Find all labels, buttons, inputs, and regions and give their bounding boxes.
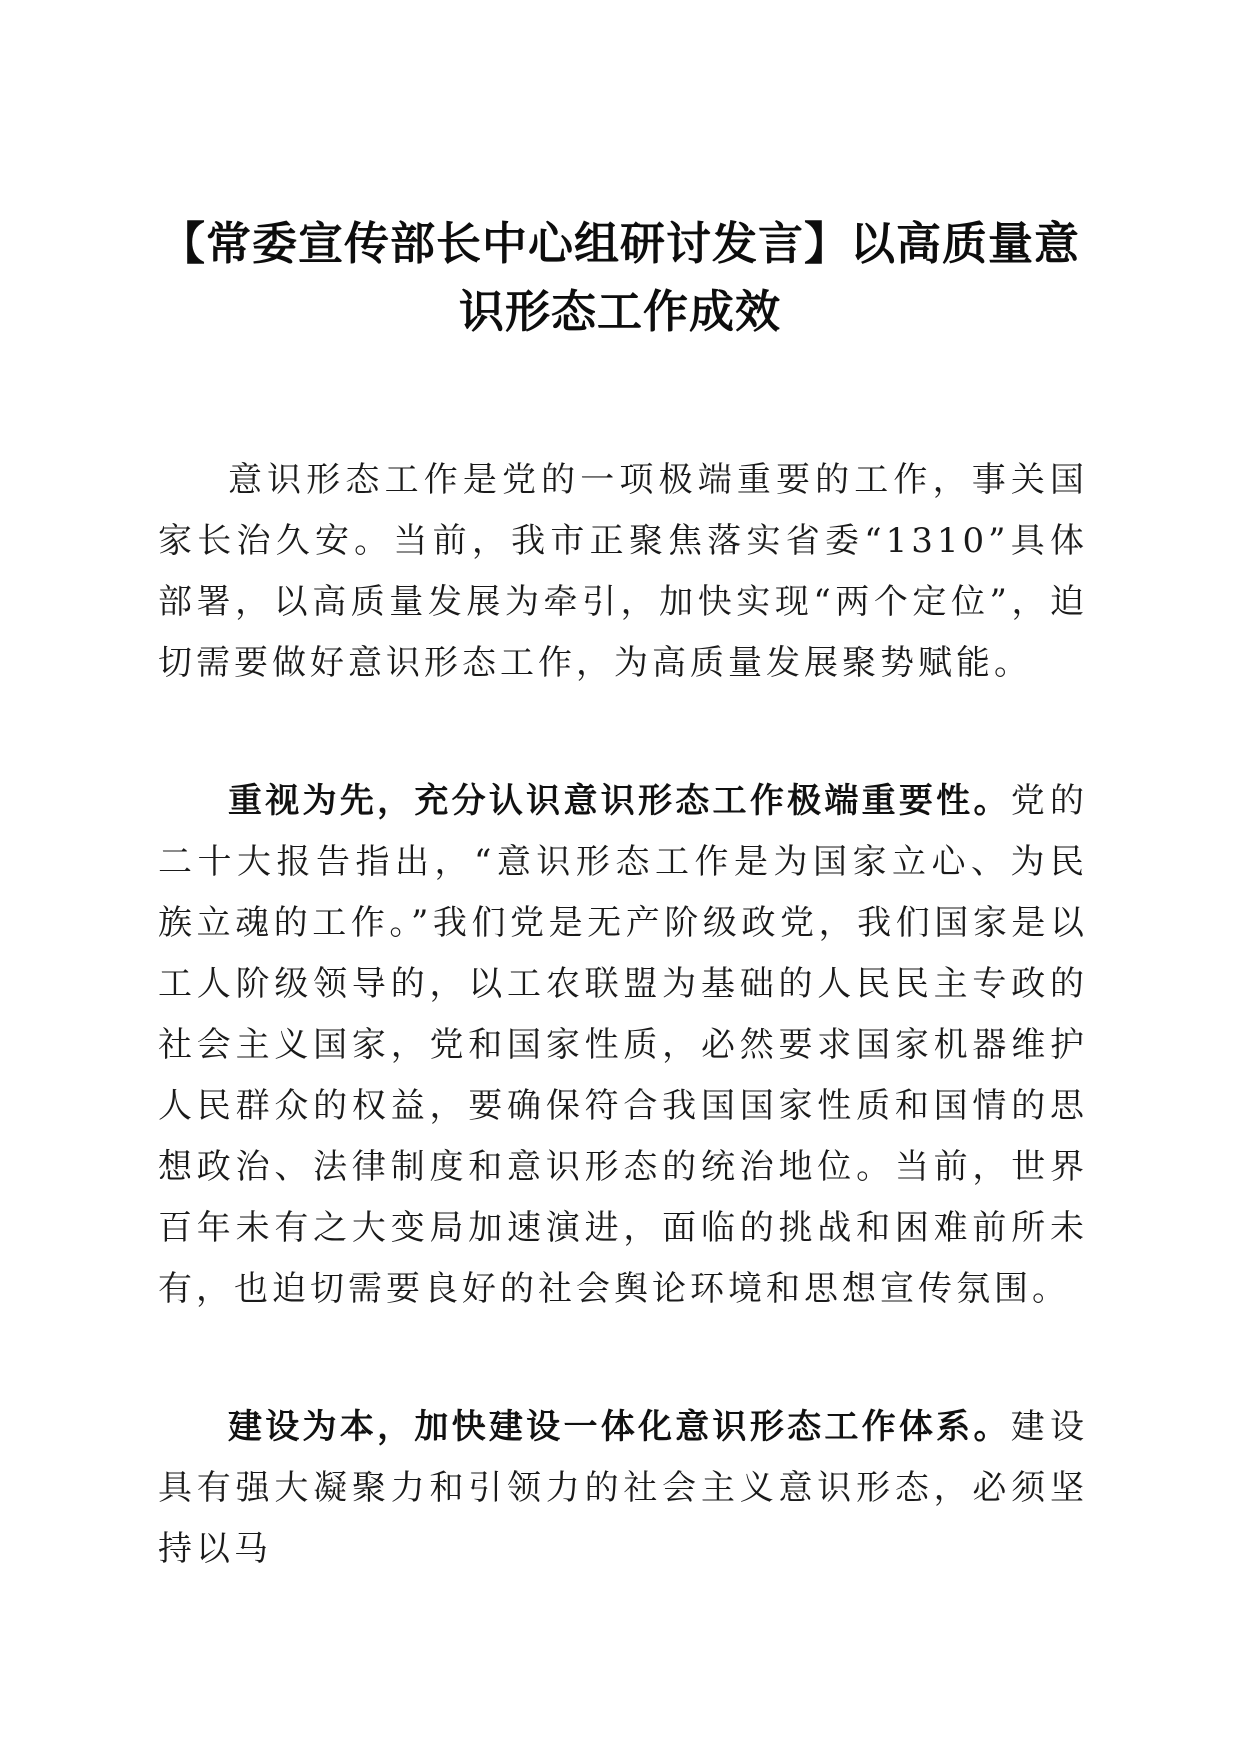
paragraph-section-1 [158, 771, 1088, 1320]
title-line-2: 识形态工作成效 [458, 285, 781, 338]
section-heading: 建设为本，加快建设一体化意识形态工作体系。 [228, 1407, 1011, 1447]
paragraph-text: 党的二十大报告指出，“意识形态工作是为国家立心、为民族立魂的工作。”我们党是无产阶级政党，我们国家是以工人阶级领导的，以工农联盟为基础的人民民主专政的社会主义国家，党和国家性质，必然要求国家机器维护人民群众的权益，要确保符合我国国家性质和国情的思想政治、法律制度和意识形态的统治地位。当前，世界百年未有之大变局加速演进，面临的挑战和困难前所未有，也迫切需要良好的社会舆论环境和思想宣传氛围。 [158, 781, 1089, 1309]
document-title [150, 210, 1090, 346]
section-heading: 重视为先，充分认识意识形态工作极端重要性。 [228, 781, 1011, 821]
paragraph-text: 意识形态工作是党的一项极端重要的工作，事关国家长治久安。当前，我市正聚焦落实省委“1310”具体部署，以高质量发展为牵引，加快实现“两个定位”，迫切需要做好意识形态工作，为高质量发展聚势赋能。 [158, 460, 1088, 683]
paragraph-text: 建设具有强大凝聚力和引领力的社会主义意识形态，必须坚持以马 [158, 1407, 1089, 1569]
paragraph-intro [158, 450, 1088, 694]
title-line-1: 【常委宣传部长中心组研讨发言】以高质量意 [159, 217, 1080, 270]
paragraph-section-2 [158, 1397, 1088, 1580]
